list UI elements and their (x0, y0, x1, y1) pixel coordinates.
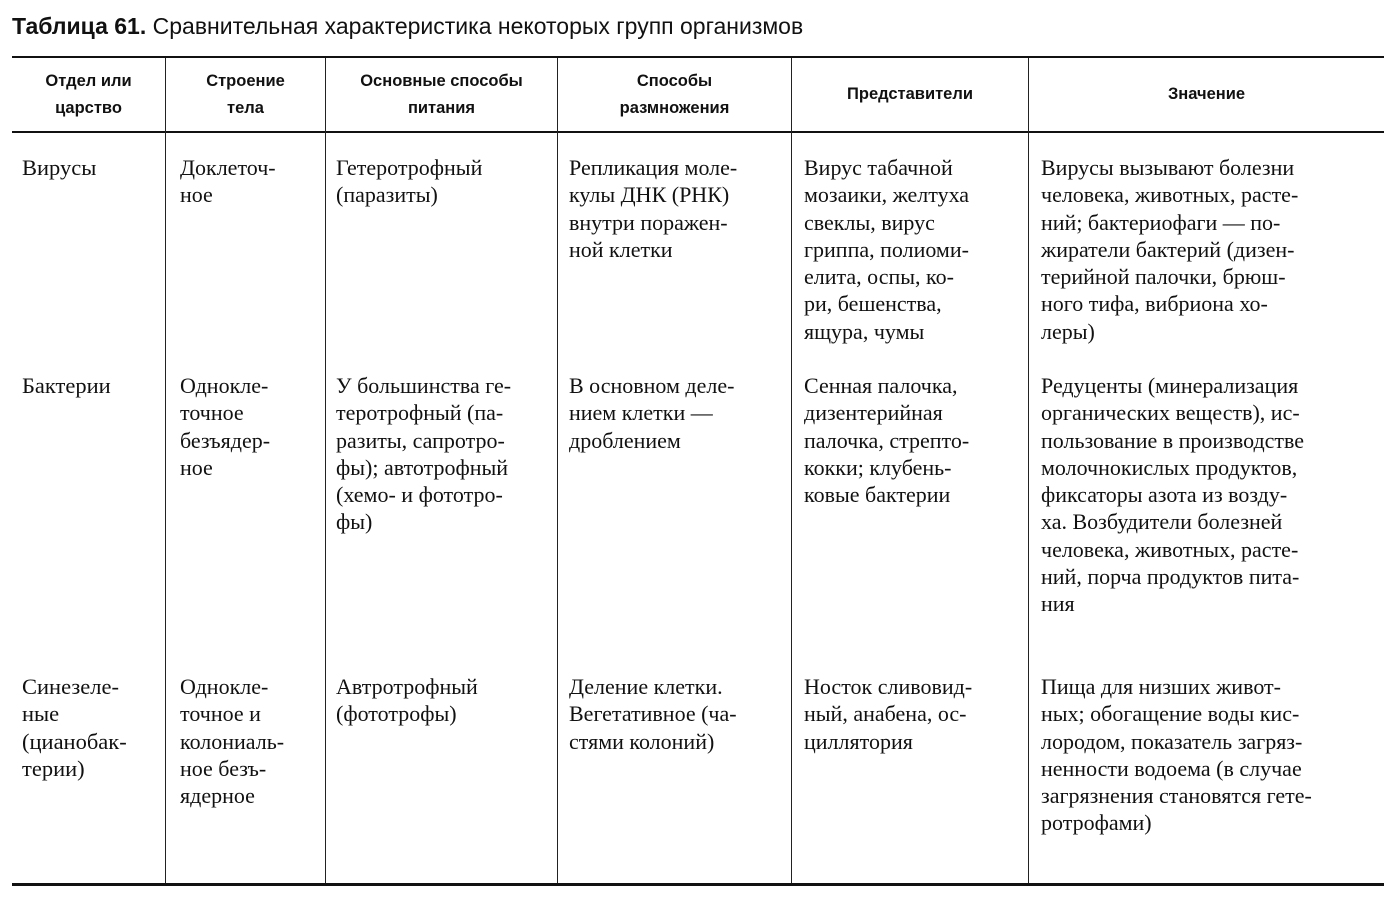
row-cyanobacteria-structure: Однокле- точное и колониаль- ное безъ- ядерное (180, 674, 285, 809)
row-cyanobacteria-group: Синезеле- ные (цианобак- терии) (22, 674, 127, 781)
row-cyanobacteria-significance: Пища для низших живот- ных; обогащение воды кис- лородом, показатель загряз- ненности водоема (в случае загрязнения становятся гете- ротрофами) (1041, 674, 1312, 836)
row-bacteria-group: Бактерии (22, 373, 111, 398)
row-viruses-nutrition: Гетеротрофный (паразиты) (336, 155, 483, 208)
row-cyanobacteria-representatives: Носток сливовид- ный, анабена, ос- циллятория (804, 674, 973, 754)
row-bacteria-significance: Редуценты (минерализация органических веществ), ис- пользование в производстве молочнокислых продуктов, фиксаторы азота из возду- ха. Возбудители болезней человека, животных, расте- ний, порча продуктов пита- ния (1041, 373, 1305, 617)
header-structure: Строение тела (206, 71, 285, 117)
row-viruses-structure: Доклеточ- ное (180, 155, 276, 208)
header-rule (12, 131, 1384, 133)
column-divider (1028, 58, 1029, 883)
row-cyanobacteria-nutrition: Автротрофный (фототрофы) (336, 674, 478, 727)
column-divider (557, 58, 558, 883)
table-caption (12, 10, 803, 42)
column-divider (165, 58, 166, 883)
row-bacteria-representatives: Сенная палочка, дизентерийная палочка, стрепто- кокки; клубень- ковые бактерии (804, 373, 970, 508)
table-title: Сравнительная характеристика некоторых групп организмов (152, 13, 804, 39)
header-significance: Значение (1167, 85, 1246, 103)
row-bacteria-reproduction: В основном деле- нием клетки — дроблением (569, 373, 735, 453)
row-viruses-significance: Вирусы вызывают болезни человека, животных, расте- ний; бактериофаги — по- жиратели бактерий (дизен- терийной палочки, брюш- ного тифа, вибриона хо- леры) (1041, 155, 1299, 344)
row-bacteria-nutrition: У большинства ге- теротрофный (па- разиты, сапротро- фы); автотрофный (хемо- и фототро- фы) (336, 373, 512, 535)
header-nutrition: Основные способы питания (360, 71, 523, 117)
column-divider (325, 58, 326, 883)
row-cyanobacteria-reproduction: Деление клетки. Вегетативное (ча- стями колоний) (569, 674, 737, 754)
row-viruses-reproduction: Репликация моле- кулы ДНК (РНК) внутри поражен- ной клетки (569, 155, 738, 262)
bottom-rule (12, 883, 1384, 886)
row-viruses-group: Вирусы (22, 155, 97, 180)
row-viruses-representatives: Вирус табачной мозаики, желтуха свеклы, вирус гриппа, полиоми- елита, оспы, ко- ри, бешенства, ящура, чумы (804, 155, 970, 344)
header-group: Отдел или царство (45, 71, 132, 117)
table-number: Таблица 61. (12, 13, 147, 39)
header-representatives: Представители (847, 85, 973, 103)
column-divider (791, 58, 792, 883)
row-bacteria-structure: Однокле- точное безъядер- ное (180, 373, 271, 480)
header-reproduction: Способы размножения (619, 71, 730, 117)
